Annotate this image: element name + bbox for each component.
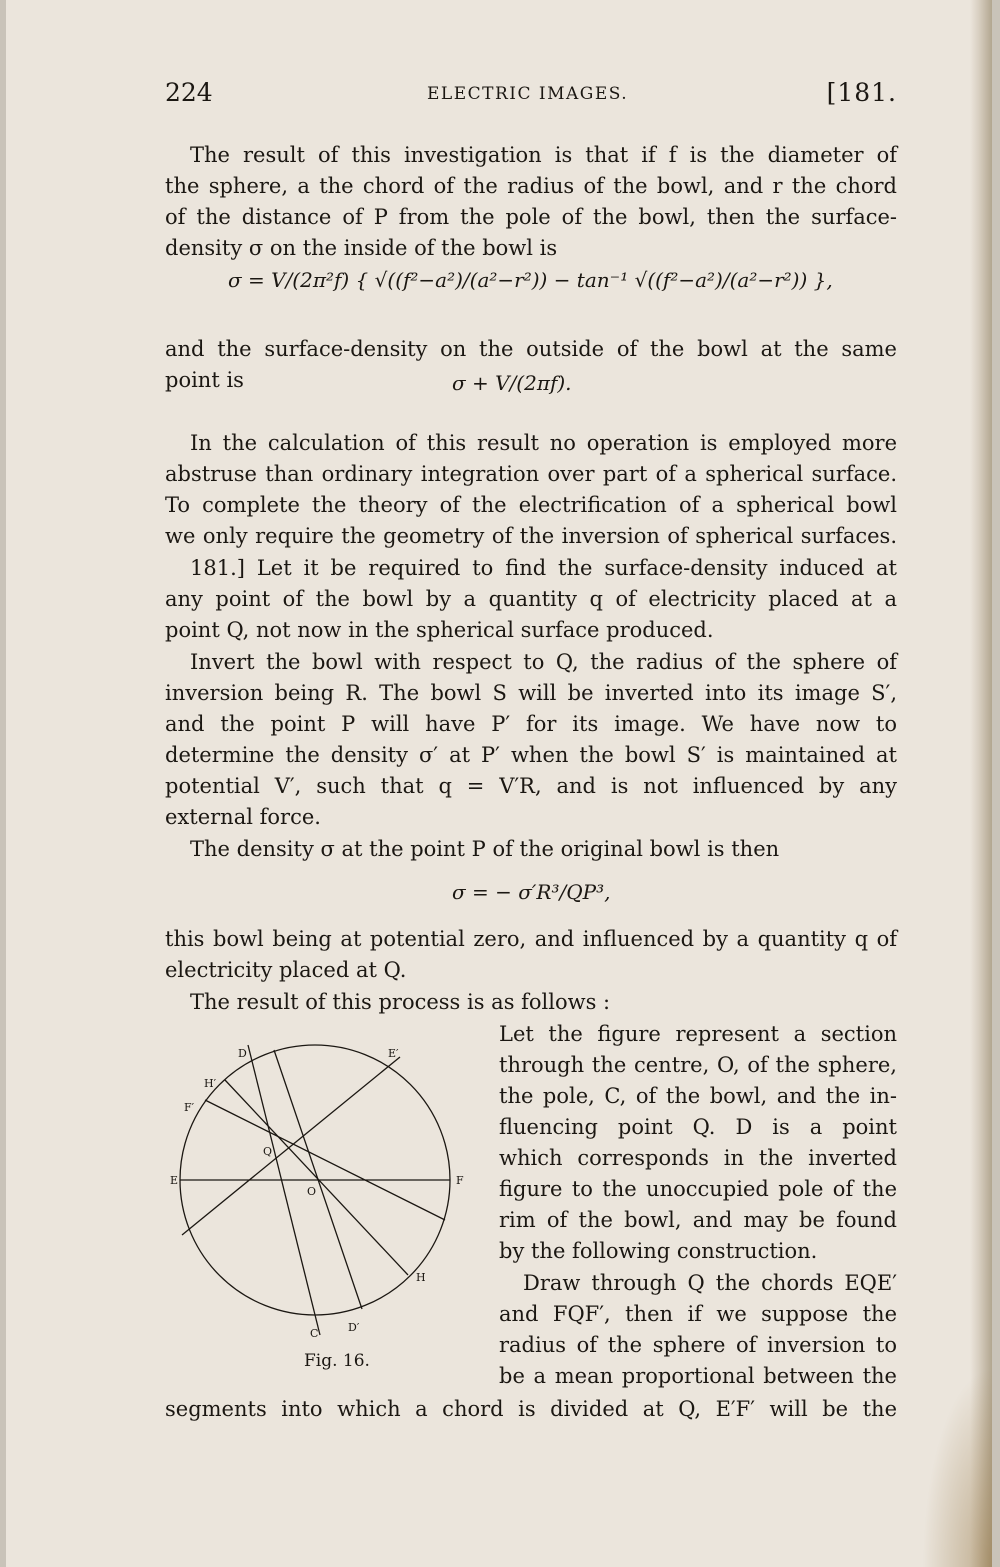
label-Q: Q xyxy=(263,1145,273,1158)
equation-original-density xyxy=(452,880,610,904)
text-line: figure to the unoccupied pole of the xyxy=(499,1177,897,1201)
text-line: In the calculation of this result no operation is employed more xyxy=(190,431,897,455)
text-line: be a mean proportional between the xyxy=(499,1364,897,1388)
running-head: ELECTRIC IMAGES. xyxy=(427,84,629,104)
label-F-prime: F′ xyxy=(184,1101,195,1114)
label-O: O xyxy=(307,1185,317,1198)
section-reference: [181. xyxy=(826,78,897,107)
equation-surface-density-outside xyxy=(452,371,572,395)
label-F: F xyxy=(456,1174,464,1187)
text-line: The result of this investigation is that if f is the diameter of xyxy=(190,143,897,167)
page-gutter-shadow xyxy=(970,0,992,1567)
text-line: Let the figure represent a section xyxy=(499,1022,897,1046)
equation-surface-density-inside xyxy=(228,268,833,292)
text-line: rim of the bowl, and may be found xyxy=(499,1208,897,1232)
text-line: point is xyxy=(165,368,244,392)
text-line: and FQF′, then if we suppose the xyxy=(499,1302,897,1326)
text-line: by the following construction. xyxy=(499,1239,818,1263)
page-header xyxy=(165,78,905,118)
text-line: density σ on the inside of the bowl is xyxy=(165,236,558,260)
text-line: To complete the theory of the electrification of a spherical bowl xyxy=(165,493,897,517)
text-line: point Q, not now in the spherical surface produced. xyxy=(165,618,714,642)
text-line: 181.] Let it be required to find the surface-density induced at xyxy=(190,556,897,580)
text-line: The density σ at the point P of the original bowl is then xyxy=(190,837,780,861)
label-D: D xyxy=(238,1047,247,1060)
text-line: any point of the bowl by a quantity q of electricity placed at a xyxy=(165,587,897,611)
text-line: determine the density σ′ at P′ when the bowl S′ is maintained at xyxy=(165,743,897,767)
page-stain xyxy=(922,1367,992,1567)
label-H: H xyxy=(416,1271,426,1284)
text-line: and the point P will have P′ for its image. We have now to xyxy=(165,712,897,736)
text-line: external force. xyxy=(165,805,321,829)
text-line: abstruse than ordinary integration over part of a spherical surface. xyxy=(165,462,897,486)
label-D-prime: D′ xyxy=(348,1321,360,1334)
text-line: and the surface-density on the outside of the bowl at the same xyxy=(165,337,897,361)
text-line: electricity placed at Q. xyxy=(165,958,407,982)
text-line: this bowl being at potential zero, and influenced by a quantity q of xyxy=(165,927,897,951)
text-line: of the distance of P from the pole of the bowl, then the surface- xyxy=(165,205,897,229)
label-E-prime: E′ xyxy=(388,1047,399,1060)
text-line: fluencing point Q. D is a point xyxy=(499,1115,897,1139)
equation-text: σ + V/(2πf). xyxy=(452,371,572,395)
text-line: which corresponds in the inverted xyxy=(499,1146,897,1170)
text-line: Invert the bowl with respect to Q, the radius of the sphere of xyxy=(190,650,897,674)
figure-caption: Fig. 16. xyxy=(304,1351,370,1371)
text-line: Draw through Q the chords EQE′ xyxy=(523,1271,897,1295)
equation-text: σ = V/(2π²f) { √((f²−a²)/(a²−r²)) − tan⁻¹ √((f²−a²)/(a²−r²)) }, xyxy=(228,268,833,292)
page-number: 224 xyxy=(165,78,213,107)
text-line: we only require the geometry of the inversion of spherical surfaces. xyxy=(165,524,897,548)
text-line: The result of this process is as follows : xyxy=(190,990,611,1014)
text-line: radius of the sphere of inversion to xyxy=(499,1333,897,1357)
text-line: the pole, C, of the bowl, and the in- xyxy=(499,1084,897,1108)
figure-16-diagram xyxy=(170,1035,470,1355)
label-H-prime: H′ xyxy=(204,1077,217,1090)
text-line: segments into which a chord is divided at Q, E′F′ will be the xyxy=(165,1397,897,1421)
label-E: E xyxy=(170,1174,179,1187)
equation-text: σ = − σ′R³/QP³, xyxy=(452,880,611,904)
text-line: through the centre, O, of the sphere, xyxy=(499,1053,897,1077)
label-C: C xyxy=(310,1327,319,1340)
text-line: potential V′, such that q = V′R, and is not influenced by any xyxy=(165,774,897,798)
text-line: the sphere, a the chord of the radius of the bowl, and r the chord xyxy=(165,174,897,198)
text-line: inversion being R. The bowl S will be inverted into its image S′, xyxy=(165,681,897,705)
